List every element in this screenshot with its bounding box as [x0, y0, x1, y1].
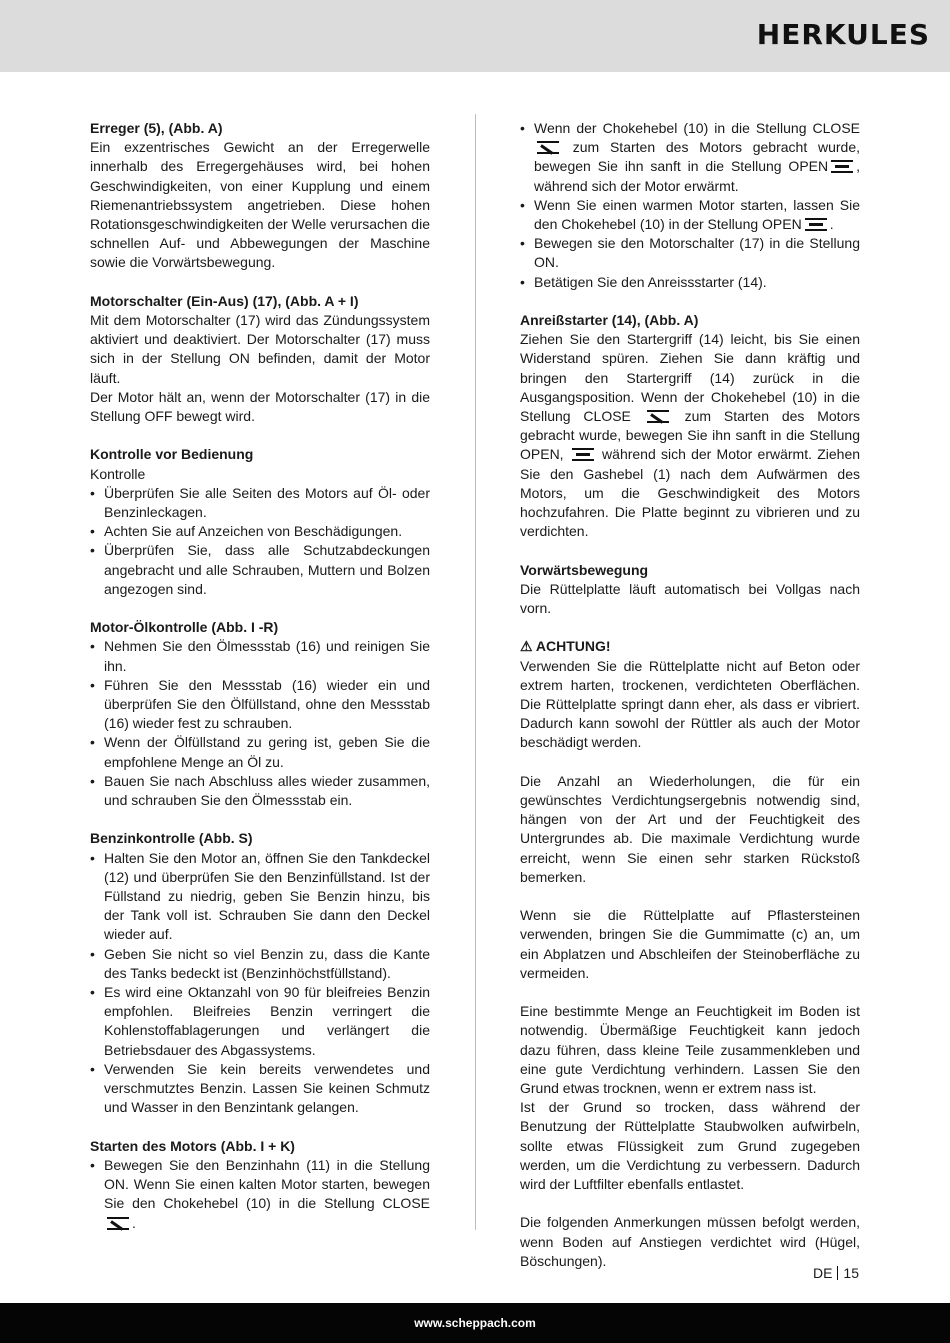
footer-url: www.scheppach.com [414, 1316, 536, 1330]
section-title: Kontrolle vor Bedienung [90, 446, 254, 463]
section-text: Wenn sie die Rüttelplatte auf Pflastersteinen verwenden, bringen Sie die Gummimatte (c) an, um ein Abplatzen und Abschleifen der Steinoberfläche zu vermeiden. [520, 907, 860, 981]
list-item: • Wenn der Ölfüllstand zu gering ist, geben Sie die empfohlene Menge an Öl zu. [90, 733, 430, 771]
list-item [520, 196, 860, 234]
item-text: zum Starten des Motors gebracht wurde, bewegen Sie ihn sanft in die Stellung OPEN [534, 139, 860, 175]
section-title: Erreger (5), (Abb. A) [90, 120, 223, 136]
choke-close-icon [107, 1217, 129, 1230]
section-vorwaerts [520, 561, 860, 619]
section-text: Der Motor hält an, wenn der Motorschalter (17) in die Stellung OFF bewegt wird. [90, 388, 430, 425]
list-item: • Überprüfen Sie alle Seiten des Motors auf Öl- oder Benzinleckagen. [90, 484, 430, 522]
choke-open-icon [572, 448, 594, 461]
paragraph [520, 1213, 860, 1271]
section-title: Vorwärtsbewegung [520, 561, 649, 578]
list-item: • Verwenden Sie kein bereits verwendetes und verschmutztes Benzin. Lassen Sie keinen Schmutz und Wasser in den Benzintank gelangen. [90, 1060, 430, 1118]
footer-bar [0, 1303, 950, 1343]
brand-logo: HERKULES [756, 18, 930, 51]
warning-title: ⚠ ACHTUNG! [520, 638, 611, 655]
section-anreissstarter [520, 311, 860, 541]
right-column [520, 119, 860, 1290]
list-item: • Betätigen Sie den Anreissstarter (14). [520, 273, 860, 292]
paragraph [520, 1002, 860, 1194]
section-text: Ein exzentrisches Gewicht an der Erregerwelle innerhalb des Erregergehäuses wird, bei hohen Geschwindigkeiten, von einer Kupplung und einem Riemenantriebssystem angetrieben. Diese hohen Rotationsgeschwindigkeiten der Welle verursachen die schnellen Auf- und Abbewegungen der Maschine sowie die Vorwärtsbewegung. [90, 139, 430, 271]
list-item: • Bewegen sie den Motorschalter (17) in die Stellung ON. [520, 234, 860, 272]
list-item [90, 1156, 430, 1233]
section-benzin [90, 829, 430, 1117]
section-title: Benzinkontrolle (Abb. S) [90, 830, 253, 847]
section-starten [90, 1137, 430, 1233]
item-text: . [132, 1214, 136, 1231]
item-text: Wenn Sie einen warmen Motor starten, lassen Sie den Chokehebel (10) in der Stellung OPEN [534, 196, 860, 233]
bullet-list [90, 484, 430, 599]
choke-close-icon [537, 141, 559, 154]
page-separator [837, 1266, 838, 1280]
section-title: Anreißstarter (14), (Abb. A) [520, 312, 699, 329]
item-text: Bewegen Sie den Benzinhahn (11) in die Stellung ON. Wenn Sie einen kalten Motor starten, bewegen Sie den Chokehebel (10) in die Stellung CLOSE [104, 1156, 430, 1212]
section-text: Die Rüttelplatte läuft automatisch bei Vollgas nach vorn. [520, 580, 860, 617]
section-achtung [520, 637, 860, 752]
bullet-list [90, 849, 430, 1118]
list-item: • Halten Sie den Motor an, öffnen Sie den Tankdeckel (12) und überprüfen Sie den Benzinfüllstand. Ist der Füllstand zu niedrig, geben Sie Benzin hinzu, bis der Tank voll ist. Schrauben Sie dann den Deckel wieder auf. [90, 849, 430, 945]
column-divider [475, 114, 476, 1230]
choke-open-icon [805, 218, 827, 231]
section-text: Ist der Grund so trocken, dass während der Benutzung der Rüttelplatte Staubwolken aufwirbeln, sollte etwas Flüssigkeit zum Grund zugegeben werden, um die Verdichtung zu verbessern. Dadurch wird der Luftfilter ebenfalls entlastet. [520, 1099, 860, 1193]
section-title: Motor-Ölkontrolle (Abb. I -R) [90, 619, 279, 636]
text-part: während sich der Motor erwärmt. Ziehen Sie den Gashebel (1) nach dem Aufwärmen des Motors, um die Geschwindigkeit des Motors hochzufahren. Die Platte beginnt zu vibrieren und zu verdichten. [520, 446, 861, 540]
page-number [813, 1265, 859, 1281]
section-text: Mit dem Motorschalter (17) wird das Zündungssystem aktiviert und deaktiviert. Der Motorschalter (17) muss sich in der Stellung ON befinden, damit der Motor läuft. [90, 312, 430, 386]
list-item: • Nehmen Sie den Ölmessstab (16) und reinigen Sie ihn. [90, 637, 430, 675]
choke-close-icon [647, 410, 669, 423]
item-text: Wenn der Chokehebel (10) in die Stellung CLOSE [534, 120, 860, 136]
list-item: • Überprüfen Sie, dass alle Schutzabdeckungen angebracht und alle Schrauben, Muttern und Bolzen angezogen sind. [90, 541, 430, 599]
section-text [520, 330, 860, 541]
section-text: Die Anzahl an Wiederholungen, die für ein gewünschtes Verdichtungsergebnis notwendig sind, hängen von der Art und der Feuchtigkeit des Untergrundes ab. Die maximale Verdichtung wurde erreicht, wenn Sie einen sehr starken Rückstoß bemerken. [520, 772, 860, 885]
list-item [520, 119, 860, 196]
section-title: Motorschalter (Ein-Aus) (17), (Abb. A + I) [90, 292, 359, 309]
section-title: Starten des Motors (Abb. I + K) [90, 1137, 295, 1154]
list-item: • Es wird eine Oktanzahl von 90 für bleifreies Benzin empfohlen. Bleifreies Benzin verringert die Kohlenstoffablagerungen und verlängert die Betriebsdauer des Abgassystems. [90, 983, 430, 1060]
item-text: . [829, 216, 834, 233]
list-item: • Geben Sie nicht so viel Benzin zu, dass die Kante des Tanks bedeckt ist (Benzinhöchstfüllstand). [90, 945, 430, 983]
list-item: • Achten Sie auf Anzeichen von Beschädigungen. [90, 522, 430, 541]
list-item: • Führen Sie den Messstab (16) wieder ein und überprüfen Sie den Ölfüllstand, ohne den Messstab (16) wieder fest zu schrauben. [90, 676, 430, 734]
section-starten-continued [520, 119, 860, 292]
text-part: Ziehen Sie den Startergriff (14) leicht, bis Sie einen Widerstand spüren. Ziehen Sie dann kräftig und bringen den Startergriff (14) zurück in die Ausgangsposition. Wenn der Chokehebel (10) in die Stellung CLOSE [520, 331, 860, 425]
bullet-list [90, 637, 430, 810]
header-bar [0, 0, 950, 72]
bullet-list [520, 119, 860, 292]
item-text: , während sich der Motor erwärmt. [534, 158, 860, 194]
choke-open-icon [831, 160, 853, 173]
text-part: zum Starten des Motors gebracht wurde, bewegen Sie ihn sanft in die Stellung OPEN, [520, 408, 861, 463]
section-text: Die folgenden Anmerkungen müssen befolgt werden, wenn Boden auf Anstiegen verdichtet wird (Hügel, Böschungen). [520, 1214, 860, 1269]
language-code: DE [812, 1265, 833, 1281]
section-subtitle: Kontrolle [90, 465, 146, 482]
list-item: • Bauen Sie nach Abschluss alles wieder zusammen, und schrauben Sie den Ölmessstab ein. [90, 772, 430, 810]
section-oel [90, 618, 430, 810]
section-text: Eine bestimmte Menge an Feuchtigkeit im Boden ist notwendig. Übermäßige Feuchtigkeit kann jedoch dazu führen, dass kleine Teile zusammenkleben und eine gute Verdichtung verhindern. Lassen Sie den Grund etwas trocknen, wenn er extrem nass ist. [520, 1003, 860, 1097]
section-erreger [90, 119, 430, 273]
section-kontrolle [90, 445, 430, 599]
page-number-value: 15 [843, 1265, 859, 1281]
section-text: Verwenden Sie die Rüttelplatte nicht auf Beton oder extrem harten, trockenen, verdichteten Oberflächen. Die Rüttelplatte springt dann eher, als dass er vibriert. Dadurch kann sowohl der Rüttler als auch der Motor beschädigt werden. [520, 657, 860, 751]
left-column [90, 119, 430, 1252]
section-motorschalter [90, 292, 430, 426]
paragraph [520, 772, 860, 887]
paragraph [520, 906, 860, 983]
bullet-list [90, 1156, 430, 1233]
